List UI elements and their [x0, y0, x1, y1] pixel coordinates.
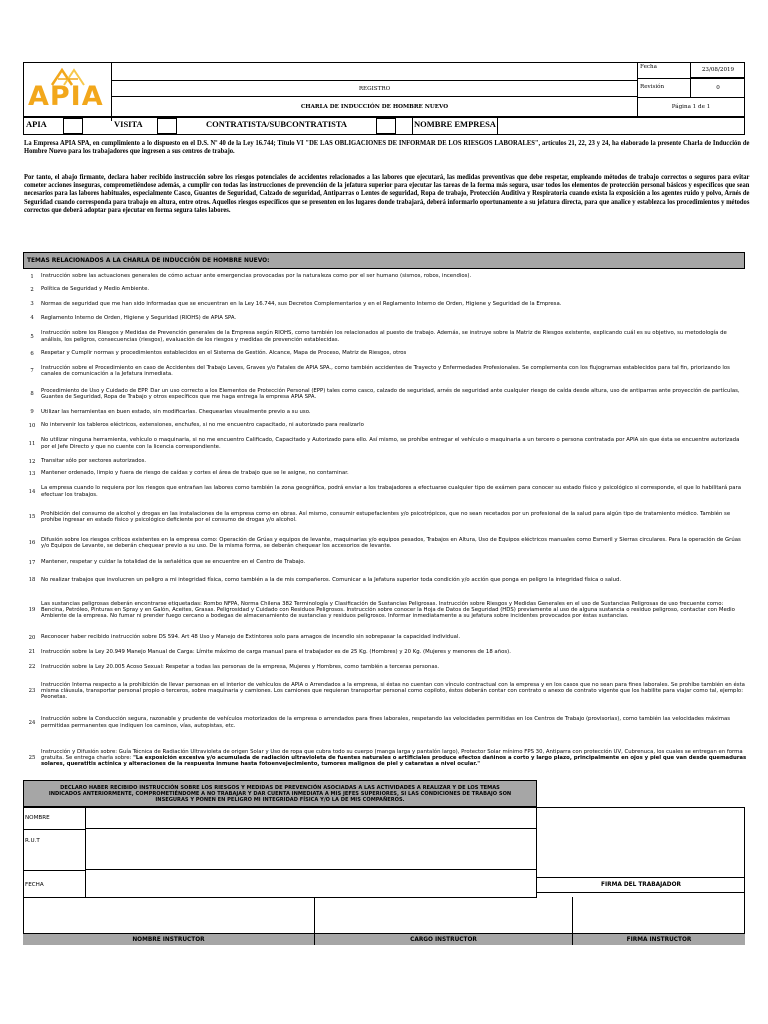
list-item — [24, 383, 768, 405]
item-text — [40, 286, 169, 292]
item-text-main: Prohibición del consumo de alcohol y drogas en las instalaciones de la empresa como en obras. Así mismo, consumir estupefacientes y/o psicotrópicos, que no sean recetados por un profesional de la salud para algún tipo de tratamiento médico. También se prohíbe ingresar en estado físico y psicológico deficiente por el consumo de drogas y/o alcohol. — [41, 510, 731, 523]
list-item — [24, 347, 768, 360]
list-item — [24, 297, 768, 311]
item-number: 18 — [28, 577, 36, 583]
item-text — [40, 559, 325, 565]
fecha-label-text: Fecha — [640, 64, 657, 70]
item-number: 7 — [30, 368, 34, 374]
item-text-bold: "La exposición excesiva y/o acumulada de radiación ultravioleta de fuentes naturales o artificiales produce efectos dañinos a corto y largo plazo, principalmente en ojos y piel que van desde quemaduras solares, queratitis actínica y alteraciones de la respuesta inmune hasta fotoenvejecimiento, tumores malignos de piel y cataratas a nivel ocular." — [41, 754, 747, 768]
item-text-main: No utilizar ninguna herramienta, vehículo o maquinaria, si no me encuentro Calificado, Capacitado y Autorizado para ello. Así mismo, se prohíbe entregar el vehículo o maquinaria a un tercero o persona contratada por APIA sin que ésta se encuentre autorizada por el Jefe Directo y que no cuente con la licencia correspondiente. — [41, 437, 740, 450]
list-item — [24, 675, 768, 707]
item-text — [40, 664, 459, 670]
item-text-main: Mantener, respetar y cuidar la totalidad de la señalética que se encuentre en el Centro de Trabajo. — [41, 559, 306, 566]
item-text — [40, 649, 531, 655]
item-number: 12 — [28, 458, 36, 465]
document-title: CHARLA DE INDUCCIÓN DE HOMBRE NUEVO — [300, 104, 449, 110]
rut-label: R.U.T — [25, 838, 40, 844]
item-text-main: No intervenir los tableros eléctricos, extensiones, enchufes, si no me encuentro capacitado, ni autorizado para realizarlo — [41, 422, 364, 429]
item-text-main: Política de Seguridad y Medio Ambiente. — [41, 286, 150, 293]
list-item — [24, 432, 768, 455]
item-text — [40, 301, 581, 307]
item-text — [40, 388, 768, 400]
item-text-main: Instrucción sobre la Ley 20.005 Acoso Sexual: Respetar a todas las personas de la empresa, Mujeres y Hombres, como también a terceras personas. — [41, 663, 440, 670]
item-text — [40, 365, 768, 377]
declaration-text: DECLARO HABER RECIBIDO INSTRUCCIÓN SOBRE LOS RIESGOS Y MEDIDAS DE PREVENCIÓN ASOCIADAS A LAS ACTIVIDADES A REALIZAR Y DE LOS TEMAS INDICADOS ANTERIORMENTE, COMPROMETIÉNDOME A NO TRABAJAR Y DAR CUENTA INMEDIATA A MIS JEFES SUPERIORES, SI LAS CONDICIONES DE TRABAJO SON INSEGURAS Y PONEN EN PELIGRO MI INTEGRIDAD FÍSICA Y/O LA DE MIS COMPAÑEROS. — [48, 784, 512, 803]
cargo-instructor-input[interactable] — [315, 897, 573, 933]
item-number: 22 — [28, 664, 36, 670]
nombre-instructor-label: NOMBRE INSTRUCTOR — [23, 933, 315, 945]
item-text — [40, 485, 768, 497]
firma-trabajador-text: FIRMA DEL TRABAJADOR — [601, 882, 681, 888]
item-number: 11 — [28, 440, 36, 447]
item-number: 6 — [30, 350, 34, 357]
item-number: 23 — [28, 688, 36, 694]
item-text-main: Instrucción sobre las actuaciones generales de cómo actuar ante emergencias provocadas por la naturaleza como por el ser humano (sismos, robos, incendios). — [41, 273, 472, 280]
fecha-input[interactable] — [85, 870, 537, 898]
item-text — [40, 749, 768, 768]
item-number: 21 — [28, 649, 36, 655]
item-number: 17 — [28, 559, 36, 566]
item-number: 19 — [28, 607, 36, 613]
item-text-main: Mantener ordenado, limpio y fuera de riesgo de caídas y cortes el área de trabajo que se le asigne, no contaminar. — [41, 470, 349, 477]
list-item — [24, 708, 768, 737]
item-number: 15 — [28, 514, 36, 520]
item-text-main: Transitar sólo por sectores autorizados. — [41, 458, 147, 465]
item-text — [40, 577, 641, 583]
topics-header: TEMAS RELACIONADOS A LA CHARLA DE INDUCCIÓN DE HOMBRE NUEVO: — [23, 252, 745, 269]
item-text — [40, 350, 426, 356]
item-text-main: Instrucción sobre el Procedimiento en caso de Accidentes del Trabajo Leves, Graves y/o Fatales de APIA SPA., como también accidentes de Trayecto y Enfermedades Profesionales. Se complementa con los flujogramas establecidos para tal fin, priorizando los canales de comunicación a la Jefatura inmediata. — [41, 364, 730, 377]
list-item — [24, 311, 768, 325]
item-text — [40, 437, 768, 449]
item-number: 1 — [30, 273, 34, 280]
item-number: 4 — [30, 315, 34, 321]
item-number: 13 — [28, 470, 36, 477]
item-number: 8 — [30, 391, 34, 397]
item-text-main: Instrucción Interna respecto a la prohibición de llevar personas en el interior de vehículos de APIA o Arrendados a la empresa, si éstas no cuentan con vínculo contractual con la empresa y en los casos que no sean para fines laborales. Se prohíbe también en ésta misma cláusula, transportar personal propio o terceros, sobre maquinaria y camiones. Los camiones que requieran transportar personal como copiloto, éstos deberán contar con contrato o anexo de contrato vigente que los habilite para viajar como tal, ejemplo: Peonetas. — [41, 681, 745, 701]
item-text — [40, 682, 768, 701]
intro-paragraph-2: Por tanto, el abajo firmante, declara haber recibido instrucción sobre los riesgos potenciales de accidentes relacionados a las labores que ejecutará, las medidas preventivas que debe respetar, empleando métodos de trabajo correctos o seguros para evitar cometer acciones inseguras, comprometiéndose además, a cumplir con todas las instrucciones de prevención de la jefatura superior para ejecutar las tareas de la forma más segura, usar todos los elementos de protección personal básicos y específicos que sean necesarios para las labores habituales, especialmente Casco, Guantes de Seguridad, Calzado de seguridad, Antiparras o Lentes de seguridad, Ropa de trabajo, Protección Auditiva y Respiratoria cuando exista la exposición a los agentes ruido y polvo, Arnés de Seguridad cuando corresponda para trabajo en altura, entre otros. Aquellos riesgos específicos que se presenten en los lugares donde trabajará, deberá informarlo oportunamente a su jefatura directa, para que analice y establezca los procedimientos y métodos correctos que deberá adoptar para ejecutar en forma segura tales labores. — [24, 173, 750, 214]
logo-text: APIA — [28, 81, 104, 112]
item-text — [40, 634, 480, 640]
item-text-main: Las sustancias peligrosas deberán encontrarse etiquetadas: Rombo NFPA, Norma Chilena 382 Terminología y Clasificación de Sustancias Peligrosas. Instrucción sobre Riesgos y Medidas Generales en el uso de Sustancias Peligrosas de uso frecuente como: Bencina, Petróleo, Pinturas en Spray y en Galón, Aceites, Grasas. Peligrosidad y Cuidado con Residuos Peligrosos. Instrucción sobre conocer la Hoja de Datos de Seguridad (HDS) previamente al uso de alguna sustancia o residuo peligroso, contactar con Medio Ambiente de la empresa. No fumar ni prender fuego cercano a bodegas de almacenamiento de sustancias y residuos peligrosos. Informar inmediatamente a su jefatura sobre incidentes provocados por éstas sustancias. — [41, 600, 735, 620]
item-text-main: Difusión sobre los riesgos críticos existentes en la empresa como: Operación de Grúas y equipos de levante, maquinarias y/o equipos pesados, Trabajos en Altura, Uso de Equipos eléctricos manuales como Esmeril y Sierras circulares. Para la operación de Grúas y/o Equipos de Levante, se deberán chequear previo a su uso. De la misma forma, se deberán chequear los accesorios de levante. — [41, 536, 741, 549]
item-number: 16 — [28, 540, 36, 546]
list-item — [24, 480, 768, 503]
revision-value-text: 0 — [716, 85, 720, 91]
nombre-label: NOMBRE — [25, 815, 50, 821]
list-item — [24, 270, 768, 283]
item-text-main: Utilizar las herramientas en buen estado, sin modificarlas. Chequearlas visualmente previo a su uso. — [41, 408, 311, 415]
item-number: 5 — [30, 333, 34, 340]
revision-label-text: Revisión — [640, 84, 665, 90]
row-sep-2 — [23, 870, 85, 871]
item-text — [40, 273, 491, 279]
pagina-text: Página 1 de 1 — [671, 104, 711, 110]
contratista-option: CONTRATISTA/SUBCONTRATISTA — [206, 119, 348, 129]
list-item — [24, 504, 768, 530]
worker-signature-area[interactable] — [537, 807, 745, 877]
list-item — [24, 645, 768, 659]
apia-option: APIA — [26, 119, 47, 129]
list-item — [24, 467, 768, 480]
firma-instructor-label: FIRMA INSTRUCTOR — [573, 933, 745, 945]
item-text-main: Instrucción y Difusión sobre: Guía Técnica de Radiación Ultravioleta de origen Solar y Uso de ropa que cubra todo su cuerpo (manga larga y pantalón largo), Protector Solar mínimo FPS 30, Antiparra con protección UV, Cubrenuca, los cuales se entregan en forma gratuita. Se entrega charla sobre: — [41, 748, 743, 761]
item-text — [40, 537, 768, 549]
item-text — [40, 511, 768, 523]
list-item — [24, 659, 768, 675]
firma-instructor-input[interactable] — [573, 893, 745, 933]
item-number: 10 — [28, 422, 36, 429]
item-text — [40, 601, 768, 620]
item-text-main: Reglamento Interno de Orden, Higiene y Seguridad (RIOHS) de APIA SPA. — [41, 314, 237, 321]
item-number: 14 — [28, 488, 36, 495]
item-number: 24 — [28, 719, 36, 726]
item-text-main: Instrucción sobre los Riesgos y Medidas de Prevención generales de la Empresa según RIOHS, como también los relacionados al puesto de trabajo. Además, se instruye sobre la Matriz de Riesgos existente, explicando cuál es su objetivo, su metodología de análisis, los peligros, consecuencias (riesgos), evaluación de los riesgos y medidas de prevención establecidas. — [41, 330, 727, 343]
item-text — [40, 716, 768, 728]
item-text-main: La empresa cuando lo requiera por los riesgos que entrañan las labores como también la zona geográfica, podrá enviar a los trabajadores a efectuarse cualquier tipo de exámen para conocer su estado físico y psicológico si corresponde, el que lo habilitará para efectuar los trabajos. — [41, 485, 741, 498]
fecha-value-text: 23/08/2019 — [701, 66, 735, 73]
empresa-label: NOMBRE EMPRESA — [414, 119, 496, 129]
declaration-box — [23, 780, 537, 807]
cargo-instructor-label: CARGO INSTRUCTOR — [315, 933, 573, 945]
firma-trabajador-label — [537, 877, 745, 893]
nombre-instructor-input[interactable] — [23, 897, 315, 933]
fecha-form-label: FECHA — [25, 882, 44, 888]
registro-label: REGISTRO — [358, 85, 391, 92]
list-item — [24, 283, 768, 296]
item-text — [40, 458, 166, 464]
list-item — [24, 531, 768, 555]
list-item — [24, 419, 768, 432]
item-text — [40, 409, 331, 415]
list-item — [24, 570, 768, 590]
item-number: 20 — [28, 634, 36, 641]
item-number: 2 — [30, 286, 34, 293]
list-item — [24, 590, 768, 630]
item-text-main: Instrucción sobre la Ley 20.949 Manejo Manual de Carga: Límite máximo de carga manual para el trabajador es de 25 Kg. (Hombres) y 20 Kg. (Mujeres y menores de 18 años). — [41, 648, 511, 655]
visita-option: VISITA — [114, 119, 143, 129]
list-item — [24, 556, 768, 569]
item-number: 25 — [28, 755, 36, 761]
item-text-main: Normas de seguridad que me han sido informadas que se encuentran en la Ley 16.744, sus Decretos Complementarios y en el Reglamento Interno de Orden, Higiene y Seguridad de la Empresa. — [41, 300, 562, 307]
item-text — [40, 422, 384, 428]
nombre-input[interactable] — [85, 807, 537, 829]
list-item — [24, 456, 768, 467]
rut-input[interactable] — [85, 829, 537, 870]
item-number: 9 — [30, 409, 34, 415]
item-text-main: Instrucción sobre la Conducción segura, razonable y prudente de vehículos motorizados de la empresa o arrendados para fines laborales, respetando las velocidades permitidas en los Centros de Trabajo (provisorias), como también las velocidades máximas permitidas permanentes que indiquen los caminos, vías, autopistas, etc. — [41, 716, 731, 729]
item-text-main: Reconocer haber recibido instrucción sobre DS 594. Art 48 Uso y Manejo de Extintores solo para amagos de incendio sin sobrepasar la capacidad individual. — [41, 634, 461, 641]
list-item — [24, 631, 768, 644]
intro-paragraph-1: La Empresa APIA SPA, en cumplimiento a lo dispuesto en el D.S. Nº 40 de la Ley 16.744; Título VI "DE LAS OBLIGACIONES DE INFORMAR DE LOS RIESGOS LABORALES", artículos 21, 22, 23 y 24, ha elaborado la presente Charla de Inducción de Hombre Nuevo para los trabajadores que ingresen a sus centros de trabajo. — [24, 139, 750, 156]
item-text-main: No realizar trabajos que involucren un peligro a mi integridad física, como también a la de mis compañeros. Comunicar a la Jefatura superior toda condición y/o acción que ponga en peligro la integridad física o salud. — [41, 576, 622, 583]
item-text — [40, 315, 256, 321]
item-text — [40, 330, 768, 342]
list-item — [24, 326, 768, 347]
item-number: 3 — [30, 301, 34, 307]
item-text-main: Procedimiento de Uso y Cuidado de EPP. Dar un uso correcto a los Elementos de Protección Personal (EPP) tales como casco, calzado de seguridad, arnés de seguridad ante cualquier riesgo de caída desde altura, uso de antiparras ante proyección de partículas, Guantes de Seguridad, Ropa de Trabajo y otros específicos que me haga entrega la empresa APIA SPA. — [41, 387, 740, 400]
item-text — [40, 470, 369, 476]
item-text-main: Respetar y Cumplir normas y procedimientos establecidos en el Sistema de Gestión. Alcance, Mapa de Proceso, Matriz de Riesgos, otros — [41, 350, 407, 357]
list-item — [24, 738, 768, 778]
list-item — [24, 360, 768, 382]
list-item — [24, 405, 768, 419]
